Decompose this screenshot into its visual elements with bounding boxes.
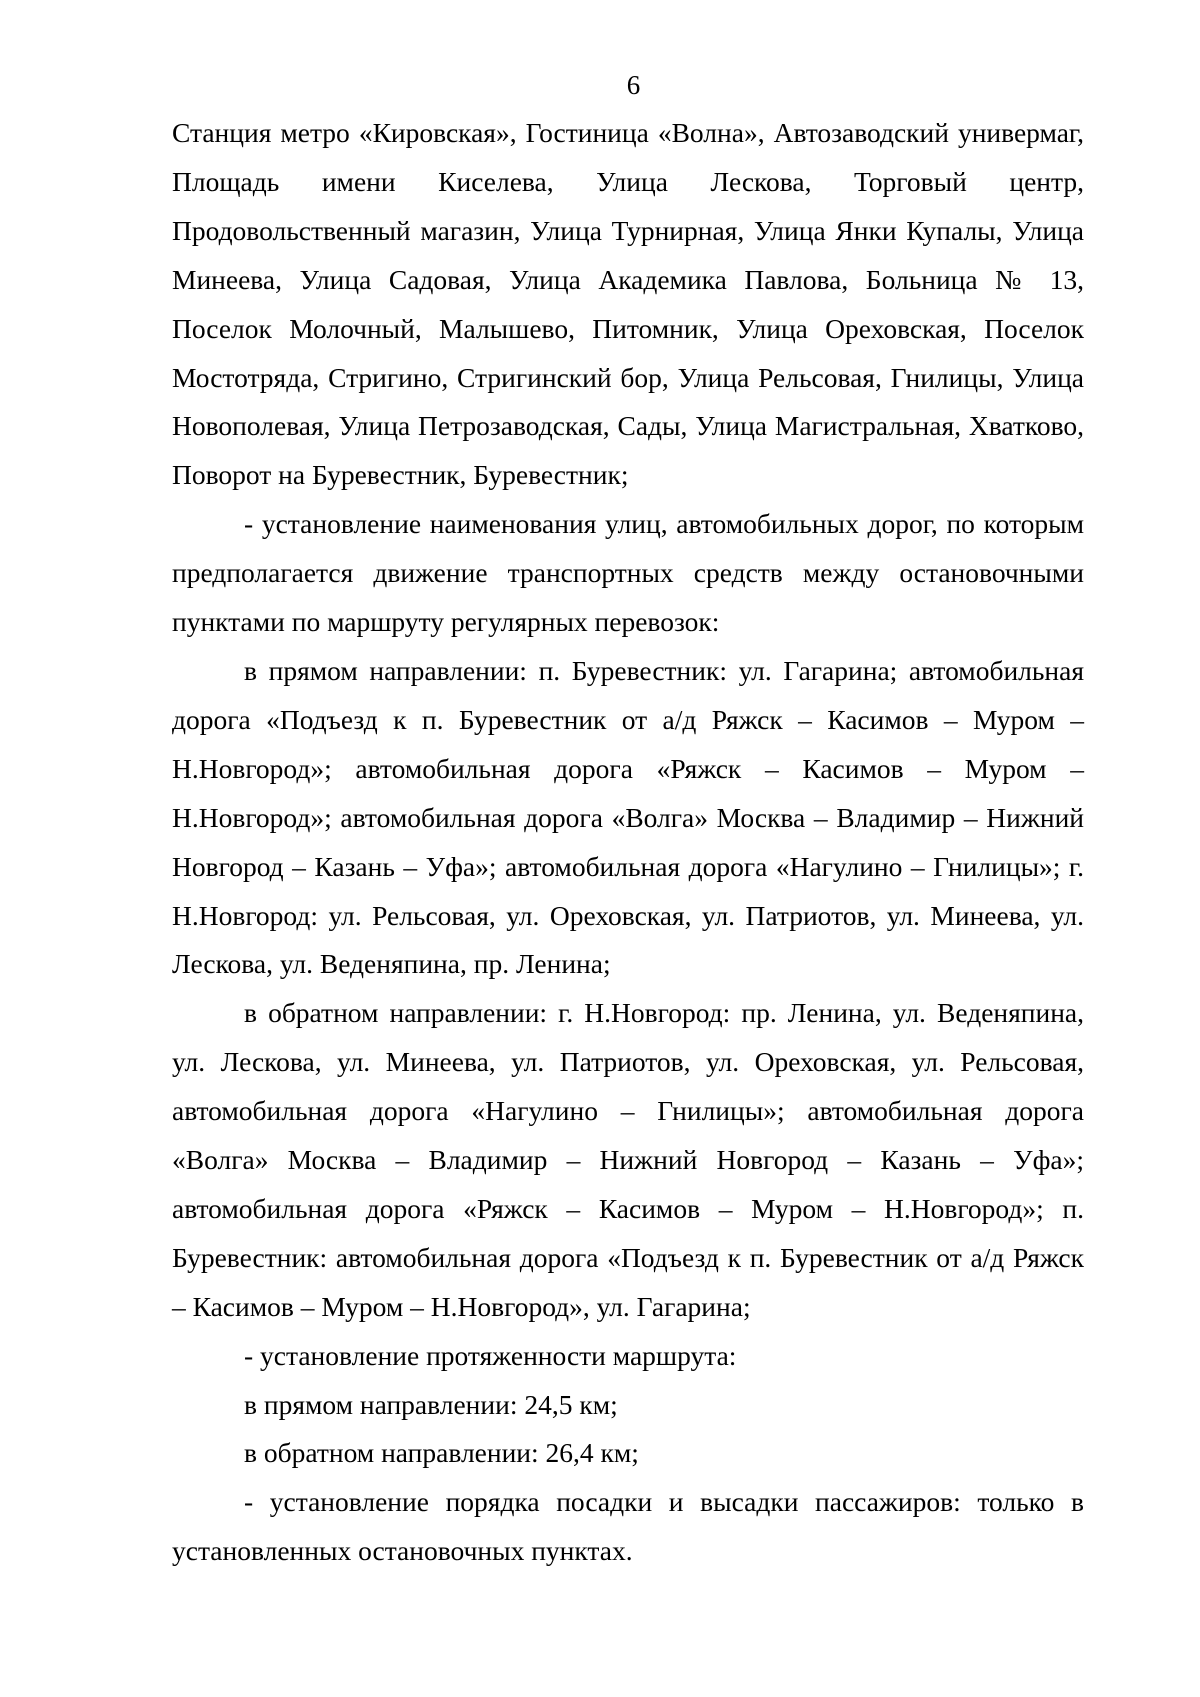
paragraph-streets-heading: - установление наименования улиц, автомобильных дорог, по которым предполагается движение транспортных средств между остановочными пунктами по маршруту регулярных перевозок: bbox=[172, 508, 1084, 638]
paragraph-boarding-rules: - установление порядка посадки и высадки пассажиров: только в установленных остановочных пунктах. bbox=[172, 1486, 1084, 1567]
paragraph-stops-list: Станция метро «Кировская», Гостиница «Волна», Автозаводский универмаг, Площадь имени Киселева, Улица Лескова, Торговый центр, Продовольственный магазин, Улица Турнирная, Улица Янки Купалы, Улица Минеева, Улица Садовая, Улица Академика Павлова, Больница № 13, Поселок Молочный, Малышево, Питомник, Улица Ореховская, Поселок Мостотряда, Стригино, Стригинский бор, Улица Рельсовая, Гнилицы, Улица Новополевая, Улица Петрозаводская, Сады, Улица Магистральная, Хватково, Поворот на Буревестник, Буревестник; bbox=[172, 117, 1084, 491]
paragraph-forward-length: в прямом направлении: 24,5 км; bbox=[244, 1388, 618, 1420]
paragraph-forward-direction: в прямом направлении: п. Буревестник: ул. Гагарина; автомобильная дорога «Подъезд к п. Буревестник от а/д Ряжск – Касимов – Муром – Н.Новгород»; автомобильная дорога «Ряжск – Касимов – Муром – Н.Новгород»; автомобильная дорога «Волга» Москва – Владимир – Нижний Новгород – Казань – Уфа»; автомобильная дорога «Нагулино – Гнилицы»; г. Н.Новгород: ул. Рельсовая, ул. Ореховская, ул. Патриотов, ул. Минеева, ул. Лескова, ул. Веденяпина, пр. Ленина; bbox=[172, 654, 1084, 980]
document-body bbox=[172, 109, 1084, 1576]
paragraph-reverse-length: в обратном направлении: 26,4 км; bbox=[244, 1437, 639, 1469]
page-number: 6 bbox=[626, 70, 641, 100]
paragraph-route-length-heading: - установление протяженности маршрута: bbox=[244, 1339, 737, 1371]
paragraph-reverse-direction: в обратном направлении: г. Н.Новгород: пр. Ленина, ул. Веденяпина, ул. Лескова, ул. Минеева, ул. Патриотов, ул. Ореховская, ул. Рельсовая, автомобильная дорога «Нагулино – Гнилицы»; автомобильная дорога «Волга» Москва – Владимир – Нижний Новгород – Казань – Уфа»; автомобильная дорога «Ряжск – Касимов – Муром – Н.Новгород»; п. Буревестник: автомобильная дорога «Подъезд к п. Буревестник от а/д Ряжск – Касимов – Муром – Н.Новгород», ул. Гагарина; bbox=[172, 997, 1084, 1322]
